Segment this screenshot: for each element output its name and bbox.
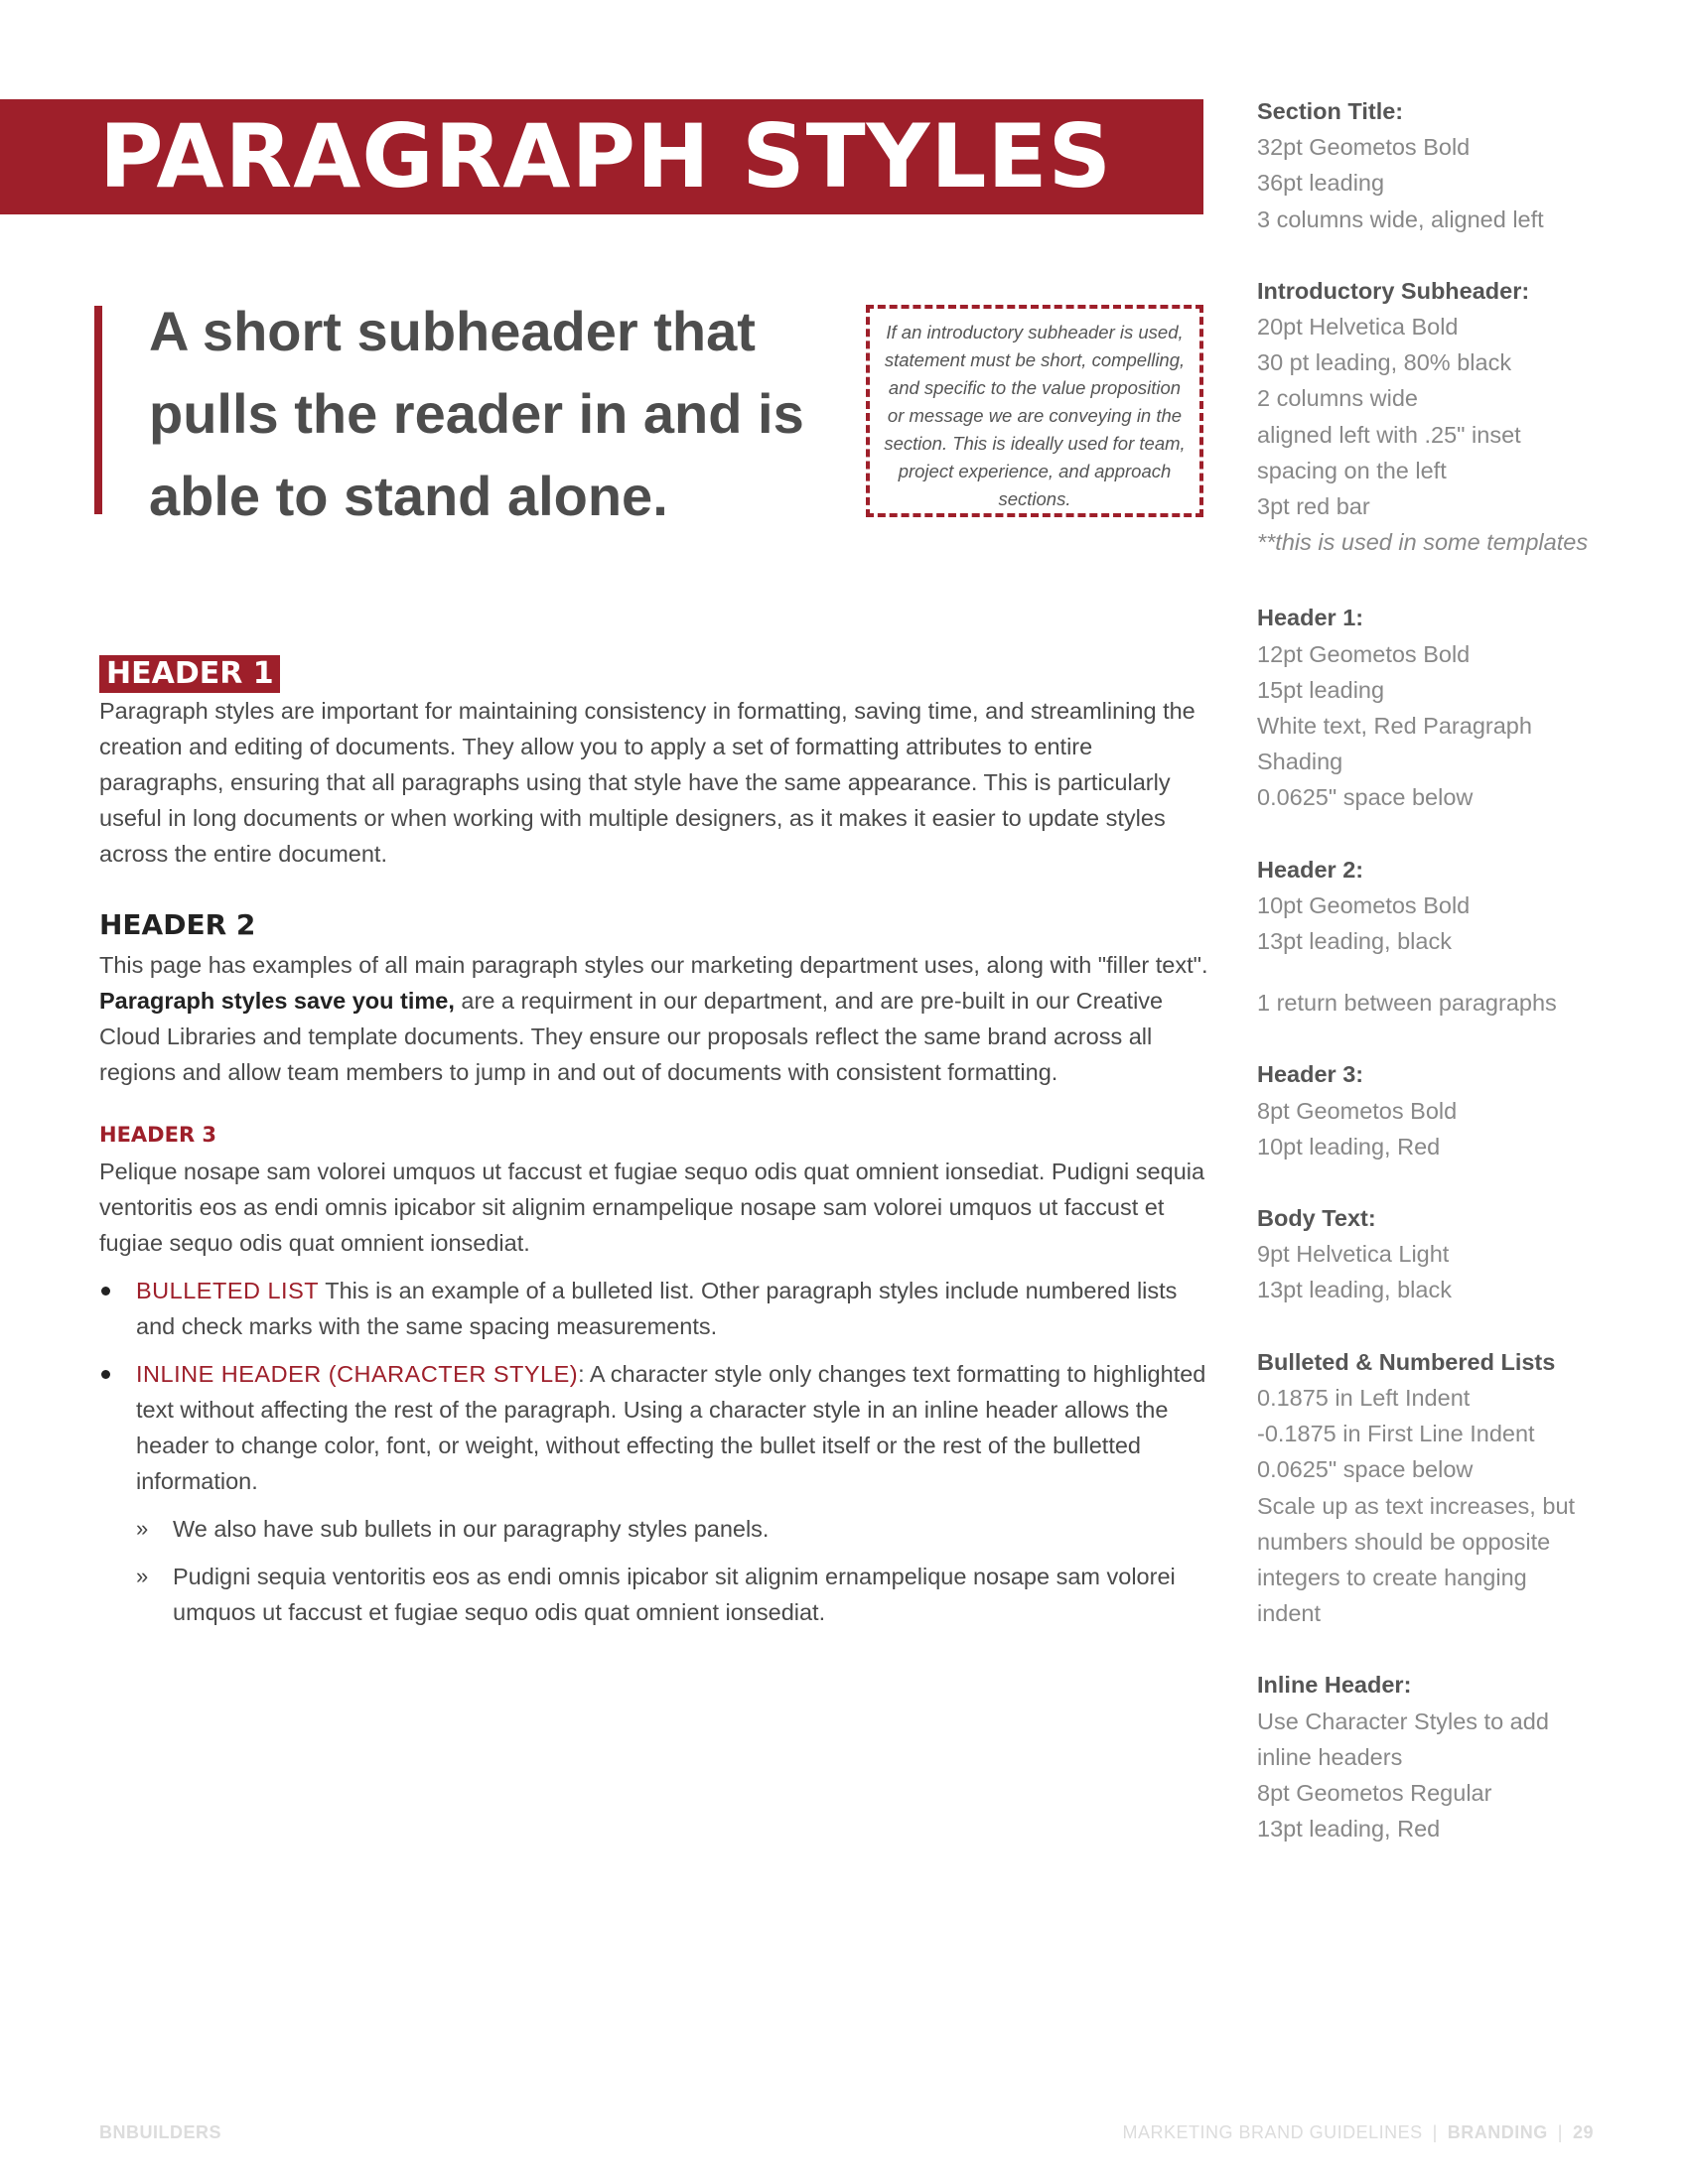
sub-list-item-text: We also have sub bullets in our paragraphy styles panels. [173, 1516, 770, 1542]
spec-line: 8pt Geometos Bold [1257, 1097, 1458, 1124]
spec-line: 3pt red bar [1257, 493, 1370, 520]
spec-lists [1257, 1344, 1595, 1632]
spec-header-1 [1257, 600, 1595, 815]
double-chevron-icon: » [136, 1564, 149, 1588]
spec-line: 30 pt leading, 80% black [1257, 349, 1512, 376]
spec-line: 32pt Geometos Bold [1257, 134, 1471, 161]
inline-header: INLINE HEADER (CHARACTER STYLE) [136, 1361, 579, 1387]
spec-section-title [1257, 93, 1595, 237]
spec-line: 8pt Geometos Regular [1257, 1779, 1492, 1806]
spec-label: Introductory Subheader: [1257, 277, 1530, 304]
list-item-text: This is an example of a bulleted list. Other paragraph styles include numbered lists and check marks with the same spacing measurements. [136, 1278, 1178, 1339]
list-item [99, 1273, 1211, 1344]
sub-list-item [136, 1511, 1211, 1547]
spec-label: Bulleted & Numbered Lists [1257, 1348, 1556, 1375]
spec-line: 0.1875 in Left Indent [1257, 1384, 1471, 1411]
footer-page-number: 29 [1572, 2122, 1594, 2142]
footer-separator: | [1557, 2122, 1563, 2142]
header-2-body [99, 947, 1211, 1090]
spec-line: 13pt leading, Red [1257, 1816, 1441, 1843]
header-2-body-bold: Paragraph styles save you time, [99, 988, 455, 1014]
spec-line: 13pt leading, black [1257, 1277, 1452, 1303]
intro-note-box: If an introductory subheader is used, statement must be short, compelling, and specific to the value proposition or message we are conveying in the section. This is ideally used for team, project experience, and approach sections. [866, 305, 1203, 517]
footer-company: BNBUILDERS [99, 2122, 222, 2142]
spec-line: 12pt Geometos Bold [1257, 640, 1471, 667]
spec-intro-subheader [1257, 273, 1595, 561]
spec-header-2 [1257, 852, 1595, 960]
header-2-body-start: This page has examples of all main paragraph styles our marketing department uses, along with "filler text". [99, 952, 1208, 978]
spec-line: Use Character Styles to add inline headers [1257, 1707, 1549, 1770]
spec-note: **this is used in some templates [1257, 529, 1589, 556]
spec-line: 0.0625" space below [1257, 1456, 1474, 1483]
footer-section: BRANDING [1447, 2122, 1548, 2142]
inline-header: BULLETED LIST [136, 1278, 320, 1303]
header-3-body: Pelique nosape sam volorei umquos ut faccust et fugiae sequo odis quat omnient ionsediat. Pudigni sequia ventoritis eos as endi omnis ipicabor sit alignim ernampelique nosape sam volorei umquos ut faccust et fugiae sequo odis quat omnient ionsediat. [99, 1159, 1205, 1256]
header-1-body: Paragraph styles are important for maintaining consistency in formatting, saving time, and streamlining the creation and editing of documents. They allow you to apply a set of formatting attributes to entire paragraphs, ensuring that all paragraphs using that style have the same appearance. This is particularly useful in long documents or when working with multiple designers, as it makes it easier to update styles across the entire document. [99, 698, 1196, 867]
intro-subheader: A short subheader that pulls the reader in and is able to stand alone. [149, 300, 804, 527]
spec-line: 10pt leading, Red [1257, 1133, 1441, 1160]
spec-label: Header 1: [1257, 605, 1364, 631]
header-2-label: HEADER 2 [99, 908, 256, 941]
spec-body-text [1257, 1200, 1595, 1308]
spec-label: Header 3: [1257, 1061, 1364, 1088]
footer-separator: | [1432, 2122, 1438, 2142]
bullet-dot-icon [101, 1287, 110, 1296]
list-item-text: : A character style only changes text formatting to highlighted text without affecting the rest of the paragraph. Using a character style in an inline header allows the header to change color, font, or weight, without effecting the bullet itself or the rest of the bulletted information. [136, 1361, 1206, 1494]
header-3-label: HEADER 3 [99, 1123, 217, 1147]
footer-doc-title: MARKETING BRAND GUIDELINES [1122, 2122, 1423, 2142]
spec-line: 20pt Helvetica Bold [1257, 314, 1459, 341]
spec-line: 10pt Geometos Bold [1257, 891, 1471, 918]
style-spec-sidebar [1257, 93, 1595, 1882]
list-item [99, 1356, 1211, 1499]
spec-header-3 [1257, 1056, 1595, 1164]
spec-label: Body Text: [1257, 1205, 1376, 1232]
sub-bulleted-list [136, 1511, 1211, 1630]
spec-returns: 1 return between paragraphs [1257, 990, 1557, 1017]
main-content [99, 655, 1211, 1642]
double-chevron-icon: » [136, 1516, 149, 1541]
bulleted-list [99, 1273, 1211, 1499]
spec-line: 15pt leading [1257, 676, 1385, 703]
header-1-label: HEADER 1 [99, 655, 280, 693]
spec-line: 3 columns wide, aligned left [1257, 205, 1544, 232]
page-footer [99, 2122, 1594, 2146]
spec-label: Section Title: [1257, 98, 1404, 124]
spec-line: 36pt leading [1257, 170, 1385, 197]
spec-inline-header [1257, 1667, 1595, 1846]
spec-line: 2 columns wide [1257, 385, 1418, 412]
spec-line: aligned left with .25" inset spacing on the left [1257, 421, 1521, 483]
spec-label: Header 2: [1257, 856, 1364, 883]
spec-line: Scale up as text increases, but numbers should be opposite integers to create hanging indent [1257, 1492, 1576, 1627]
section-title: PARAGRAPH STYLES [99, 105, 1112, 207]
spec-line: 9pt Helvetica Light [1257, 1241, 1450, 1268]
section-title-bar [0, 99, 1203, 214]
spec-label: Inline Header: [1257, 1672, 1412, 1699]
spec-line: 13pt leading, black [1257, 928, 1452, 955]
footer-right [1123, 2122, 1594, 2143]
spec-line: White text, Red Paragraph Shading [1257, 713, 1532, 775]
intro-red-bar [94, 306, 102, 514]
spec-line: -0.1875 in First Line Indent [1257, 1421, 1535, 1447]
spec-line: 0.0625" space below [1257, 784, 1474, 811]
header-2-body-end: are a requirment in our department, and are pre-built in our Creative Cloud Libraries and template documents. They ensure our proposals reflect the same brand across all regions and allow team members to jump in and out of documents with consistent formatting. [99, 988, 1164, 1085]
sub-list-item-text: Pudigni sequia ventoritis eos as endi omnis ipicabor sit alignim ernampelique nosape sam volorei umquos ut faccust et fugiae sequo odis quat omnient ionsediat. [173, 1564, 1176, 1625]
sub-list-item [136, 1559, 1211, 1630]
bullet-dot-icon [101, 1370, 110, 1379]
